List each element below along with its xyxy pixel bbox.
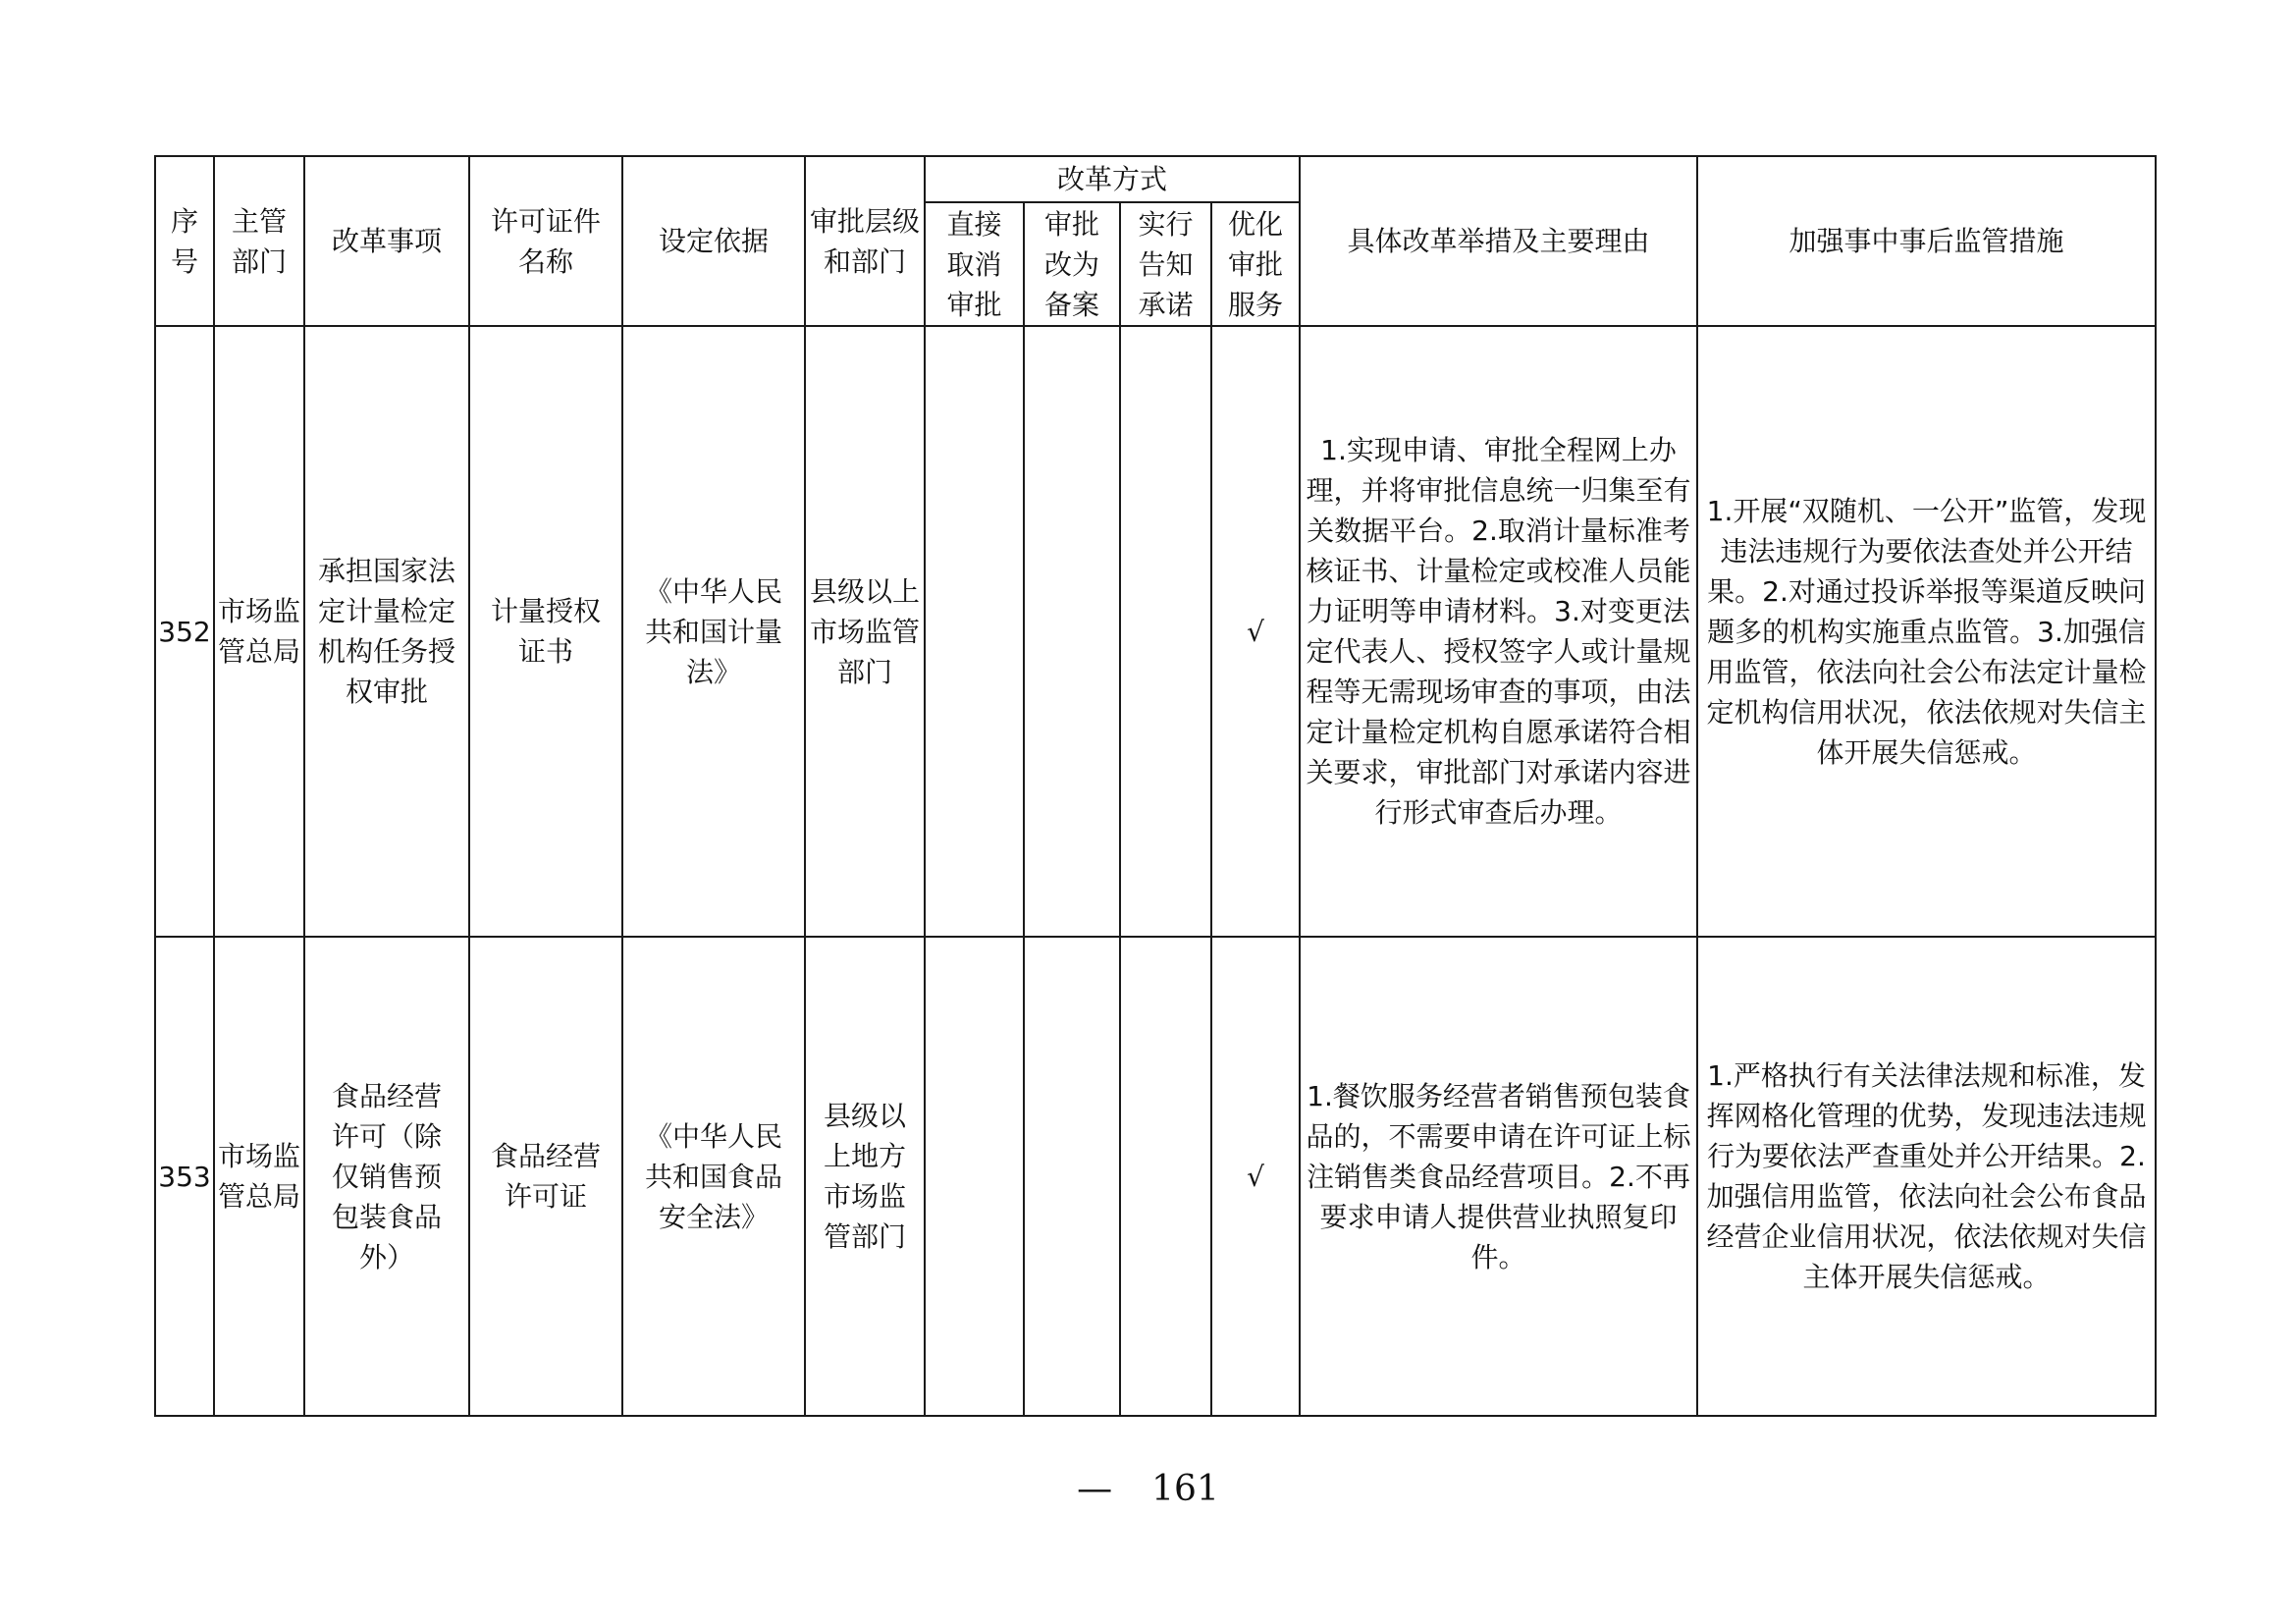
- cell-seq: 353: [155, 937, 214, 1416]
- page-footer: [0, 1469, 2296, 1509]
- header-measures: 具体改革举措及主要理由: [1300, 156, 1697, 326]
- cell-item: 食品经营许可（除仅销售预包装食品外）: [304, 937, 469, 1416]
- header-mode-optimize: 优化审批服务: [1211, 202, 1300, 326]
- header-mode-cancel: 直接取消审批: [925, 202, 1024, 326]
- header-license: 许可证件名称: [469, 156, 622, 326]
- cell-mode-notify: [1120, 326, 1211, 937]
- cell-mode-cancel: [925, 326, 1024, 937]
- check-mark-icon: √: [1247, 1160, 1264, 1193]
- cell-license: 食品经营许可证: [469, 937, 622, 1416]
- header-level: 审批层级和部门: [805, 156, 925, 326]
- footer-dash: —: [1077, 1469, 1113, 1509]
- cell-measures: 1.餐饮服务经营者销售预包装食品的，不需要申请在许可证上标注销售类食品经营项目。2.不再要求申请人提供营业执照复印件。: [1300, 937, 1697, 1416]
- cell-mode-optimize: [1211, 326, 1300, 937]
- header-dept: 主管部门: [214, 156, 304, 326]
- cell-mode-optimize: [1211, 937, 1300, 1416]
- header-mode-notify: 实行告知承诺: [1120, 202, 1211, 326]
- cell-dept: 市场监管总局: [214, 326, 304, 937]
- cell-level: 县级以上市场监管部门: [805, 326, 925, 937]
- cell-mode-notify: [1120, 937, 1211, 1416]
- cell-level: 县级以上地方市场监管部门: [805, 937, 925, 1416]
- cell-license: 计量授权证书: [469, 326, 622, 937]
- cell-seq: 352: [155, 326, 214, 937]
- header-seq: 序号: [155, 156, 214, 326]
- cell-mode-record: [1024, 937, 1120, 1416]
- cell-measures: 1.实现申请、审批全程网上办理，并将审批信息统一归集至有关数据平台。2.取消计量标准考核证书、计量检定或校准人员能力证明等申请材料。3.对变更法定代表人、授权签字人或计量规程等无需现场审查的事项，由法定计量检定机构自愿承诺符合相关要求，审批部门对承诺内容进行形式审查后办理。: [1300, 326, 1697, 937]
- header-item: 改革事项: [304, 156, 469, 326]
- cell-item: 承担国家法定计量检定机构任务授权审批: [304, 326, 469, 937]
- table-row: [155, 937, 2156, 1416]
- cell-basis: 《中华人民共和国计量法》: [622, 326, 805, 937]
- table-row: [155, 326, 2156, 937]
- page-number: 161: [1151, 1469, 1219, 1509]
- cell-mode-cancel: [925, 937, 1024, 1416]
- cell-supervision: 1.严格执行有关法律法规和标准，发挥网格化管理的优势，发现违法违规行为要依法严查重处并公开结果。2.加强信用监管，依法向社会公布食品经营企业信用状况，依法依规对失信主体开展失信惩戒。: [1697, 937, 2156, 1416]
- header-reform-mode: 改革方式: [925, 156, 1300, 202]
- check-mark-icon: √: [1247, 615, 1264, 648]
- cell-supervision: 1.开展“双随机、一公开”监管，发现违法违规行为要依法查处并公开结果。2.对通过投诉举报等渠道反映问题多的机构实施重点监管。3.加强信用监管，依法向社会公布法定计量检定机构信用状况，依法依规对失信主体开展失信惩戒。: [1697, 326, 2156, 937]
- header-mode-record: 审批改为备案: [1024, 202, 1120, 326]
- cell-basis: 《中华人民共和国食品安全法》: [622, 937, 805, 1416]
- cell-mode-record: [1024, 326, 1120, 937]
- cell-dept: 市场监管总局: [214, 937, 304, 1416]
- header-basis: 设定依据: [622, 156, 805, 326]
- header-supervision: 加强事中事后监管措施: [1697, 156, 2156, 326]
- reform-table: [154, 155, 2157, 1417]
